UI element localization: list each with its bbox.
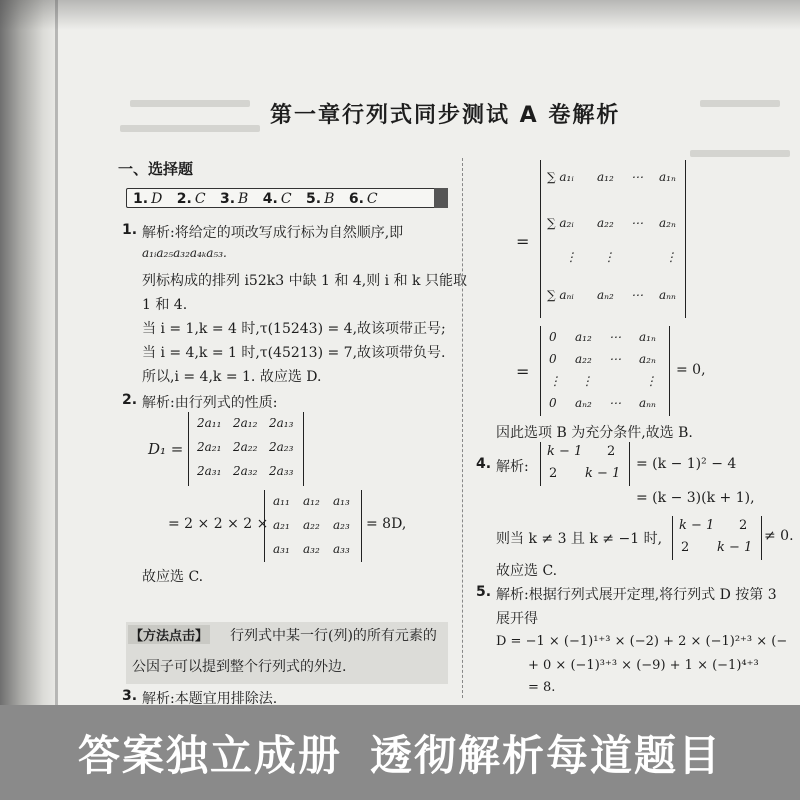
q3-line: 解析:本题宜用排除法.: [142, 691, 278, 705]
answer-key-bar: [126, 188, 448, 208]
matrix-cell: a₁ₙ: [659, 170, 676, 184]
q2-conclusion: 故应选 C.: [142, 569, 204, 585]
page-fold: [55, 0, 58, 705]
matrix-cell: ⋯: [631, 170, 643, 184]
bleed-through: [120, 125, 260, 132]
matrix-cell: ∑ a₁ᵢ: [547, 170, 574, 184]
d1-label: D₁ =: [148, 440, 184, 458]
matrix-cell: 2: [549, 466, 558, 481]
matrix-cell: ⋮: [645, 374, 657, 388]
matrix-cell: 2a₁₁: [197, 416, 222, 430]
q4-neq: ≠ 0.: [764, 528, 794, 544]
matrix-cell: 2: [739, 518, 748, 533]
book-spine: [0, 0, 58, 705]
matrix-cell: a₁₁: [273, 494, 290, 508]
matrix-cell: a₁₂: [597, 170, 614, 184]
matrix-cell: a₁₂: [303, 494, 320, 508]
banner-text: 答案独立成册: [77, 730, 342, 780]
eq-prefix: = 2 × 2 × 2 ×: [168, 516, 269, 532]
answer-item: 3. B: [219, 191, 249, 207]
q5-eq: + 0 × (−1)³⁺³ × (−9) + 1 × (−1)⁴⁺³: [528, 658, 759, 673]
matrix-cell: 2a₃₁: [197, 464, 222, 478]
matrix-cell: 0: [549, 396, 557, 410]
column-divider: [462, 158, 464, 698]
q5-eq: D = −1 × (−1)¹⁺³ × (−2) + 2 × (−1)²⁺³ × (−: [496, 634, 788, 649]
matrix-cell: a₁₃: [333, 494, 350, 508]
matrix-cell: a₁ₙ: [639, 330, 656, 344]
bleed-through: [130, 100, 250, 107]
method-text: 公因子可以提到整个行列式的外边.: [132, 659, 347, 675]
matrix-cell: ⋯: [631, 216, 643, 230]
matrix-cell: ⋮: [581, 374, 593, 388]
answer-item: 6. C: [348, 191, 378, 207]
matrix-cell: aₙₙ: [659, 288, 676, 302]
matrix-cell: a₂₃: [333, 518, 350, 532]
corner-decoration: [434, 188, 448, 208]
matrix-cell: 2a₁₃: [269, 416, 294, 430]
matrix-cell: ∑ aₙᵢ: [547, 288, 574, 302]
bleed-through: [700, 100, 780, 107]
banner-text: 透彻解析每道题目: [370, 730, 723, 780]
matrix-cell: a₃₂: [303, 542, 320, 556]
matrix-cell: aₙ₂: [575, 396, 592, 410]
matrix-cell: ⋮: [603, 250, 615, 264]
matrix-cell: 2: [607, 444, 616, 459]
q2-line: 解析:由行列式的性质:: [142, 395, 278, 411]
matrix-cell: ∑ a₂ᵢ: [547, 216, 574, 230]
matrix-cell: a₂₂: [597, 216, 614, 230]
answer-item: 1. D: [133, 191, 163, 207]
matrix-cell: 0: [549, 352, 557, 366]
q1-line: 列标构成的排列 i52k3 中缺 1 和 4,则 i 和 k 只能取: [142, 273, 467, 289]
matrix-cell: k − 1: [547, 444, 583, 459]
matrix-cell: ⋯: [609, 352, 621, 366]
matrix-cell: a₁₂: [575, 330, 592, 344]
matrix-cell: a₂₂: [575, 352, 592, 366]
q5-line: 展开得: [496, 611, 538, 627]
eq-suffix: = 0,: [676, 362, 706, 378]
matrix-cell: a₂ₙ: [659, 216, 676, 230]
matrix-cell: 2: [681, 540, 690, 555]
bleed-through: [690, 150, 790, 157]
q1-line: 1 和 4.: [142, 297, 188, 313]
matrix-cell: ⋯: [609, 396, 621, 410]
q1-number: 1.: [122, 222, 138, 238]
top-shadow: [0, 0, 800, 30]
matrix-cell: k − 1: [717, 540, 753, 555]
matrix-cell: 2a₃₃: [269, 464, 294, 478]
answer-item: 2. C: [176, 191, 206, 207]
r-line: 因此选项 B 为充分条件,故选 B.: [496, 425, 693, 441]
matrix-cell: 2a₂₃: [269, 440, 294, 454]
answer-item: 4. C: [262, 191, 292, 207]
matrix-cell: 2a₃₂: [233, 464, 258, 478]
matrix-cell: a₂₁: [273, 518, 290, 532]
determinant-d: [264, 490, 362, 562]
determinant-2x2: [540, 442, 630, 486]
determinant-sum: [540, 160, 686, 318]
q1-term: a₁ᵢa₂₅a₃₂a₄ₖa₅₃.: [142, 246, 227, 260]
q4-line: 解析:: [496, 459, 529, 475]
matrix-cell: ⋮: [549, 374, 561, 388]
method-text: 行列式中某一行(列)的所有元素的: [230, 628, 437, 644]
matrix-cell: a₃₃: [333, 542, 350, 556]
matrix-cell: k − 1: [679, 518, 715, 533]
q4-conclusion: 故应选 C.: [496, 563, 558, 579]
equals-sign: =: [516, 232, 530, 251]
q1-conclusion: 所以,i = 4,k = 1. 故应选 D.: [142, 369, 322, 385]
matrix-cell: ⋯: [609, 330, 621, 344]
matrix-cell: 0: [549, 330, 557, 344]
section-heading: 一、选择题: [118, 160, 194, 178]
q5-number: 5.: [476, 584, 492, 600]
matrix-cell: ⋮: [565, 250, 577, 264]
q3-number: 3.: [122, 688, 138, 704]
determinant-d1: [188, 412, 304, 486]
q1-line: 当 i = 4,k = 1 时,τ(45213) = 7,故该项带负号.: [142, 345, 446, 361]
page-title: 第一章行列式同步测试 A 卷解析: [270, 103, 621, 128]
method-tag: 【方法点击】: [128, 625, 210, 644]
matrix-cell: a₂₂: [303, 518, 320, 532]
matrix-cell: ⋮: [665, 250, 677, 264]
answer-item: 5. B: [306, 191, 335, 207]
determinant-2x2: [672, 516, 762, 560]
matrix-cell: a₂ₙ: [639, 352, 656, 366]
q4-eq: = (k − 3)(k + 1),: [636, 490, 755, 506]
matrix-cell: aₙ₂: [597, 288, 614, 302]
matrix-cell: 2a₁₂: [233, 416, 258, 430]
eq-suffix: = 8D,: [366, 516, 407, 532]
equals-sign: =: [516, 362, 530, 381]
q5-result: = 8.: [528, 680, 556, 695]
matrix-cell: a₃₁: [273, 542, 290, 556]
matrix-cell: ⋯: [631, 288, 643, 302]
determinant-zero-column: [540, 326, 670, 416]
matrix-cell: aₙₙ: [639, 396, 656, 410]
matrix-cell: 2a₂₂: [233, 440, 258, 454]
matrix-cell: 2a₂₁: [197, 440, 222, 454]
q2-number: 2.: [122, 392, 138, 408]
q1-line: 解析:将给定的项改写成行标为自然顺序,即: [142, 225, 404, 241]
q5-line: 解析:根据行列式展开定理,将行列式 D 按第 3: [496, 587, 777, 603]
q4-number: 4.: [476, 456, 492, 472]
q4-condition: 则当 k ≠ 3 且 k ≠ −1 时,: [496, 531, 663, 547]
q1-line: 当 i = 1,k = 4 时,τ(15243) = 4,故该项带正号;: [142, 321, 446, 337]
q4-eq: = (k − 1)² − 4: [636, 456, 737, 472]
promo-banner: [0, 705, 800, 800]
matrix-cell: k − 1: [585, 466, 621, 481]
